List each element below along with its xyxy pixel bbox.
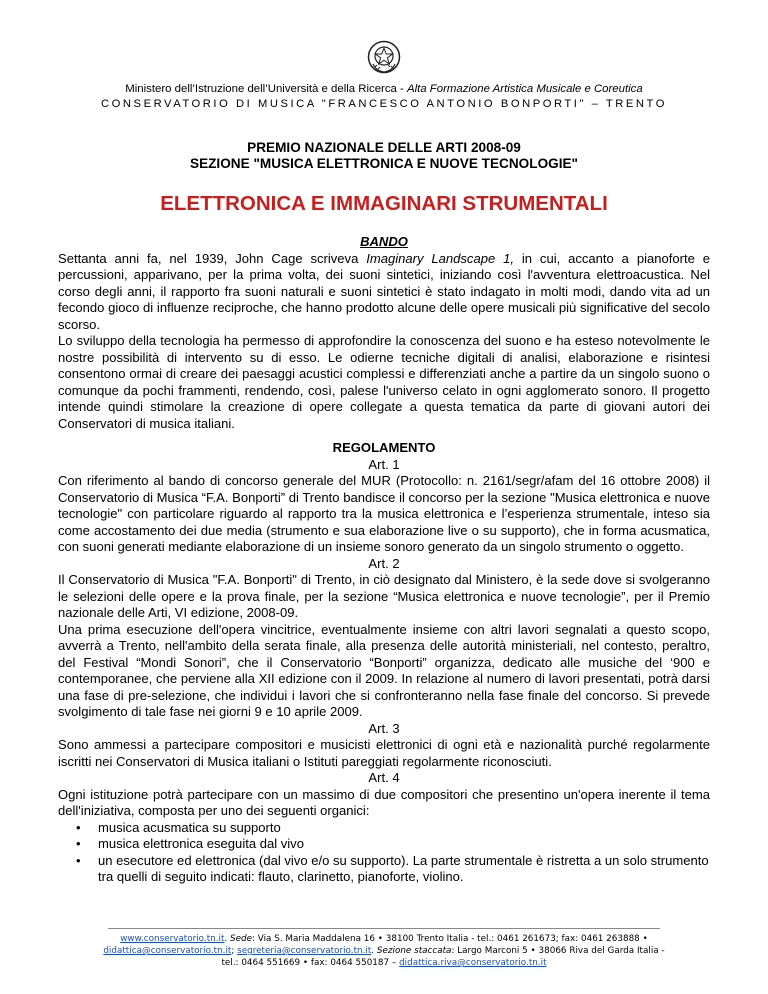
art2-paragraph-2: Una prima esecuzione dell'opera vincitrice, eventualmente insieme con altri lavori segnalati a questo scopo, avverrà a Trento, nell'ambito della serata finale, alla presenza delle autorità ministeriali, nel contesto, peraltro, del Festival “Mondi Sonori”, che il Conservatorio “Bonporti” organizza, dedicato alle musiche del ‘900 e contemporanee, che perviene alla XII edizione con il 2009. In relazione al numero di lavori presentati, potrà darsi una fase di pre-selezione, che individui i lavori che si confronteranno nella fase finale del concorso. Si prevede svolgimento di tale fase nei giorni 9 e 10 aprile 2009.: [58, 621, 710, 719]
footer: www.conservatorio.tn.it. Sede: Via S. Maria Maddalena 16 • 38100 Trento Italia - tel.: 0461 261673; fax: 0461 263888 • didattica@conservatorio.tn.it; segreteria@conservatorio.tn.it. Sezione staccata: Largo Marconi 5 • 38066 Riva del Garda Italia - tel.: 0464 551669 • fax: 0464 550187 – didattica.riva@conservatorio.tn.it: [103, 934, 665, 968]
email-didattica-link[interactable]: didattica@conservatorio.tn.it: [103, 946, 232, 956]
bando-heading: BANDO: [360, 234, 408, 249]
prize-titles: [0, 140, 768, 172]
art3-title: Art. 3: [368, 720, 400, 736]
art2-title: Art. 2: [368, 555, 400, 571]
ministry-text: Ministero dell’Istruzione dell’Università e della Ricerca -: [125, 83, 407, 95]
staccata-address: : Largo Marconi 5 • 38066 Riva del Garda Italia -: [451, 946, 665, 956]
bando-paragraph-1: Settanta anni fa, nel 1939, John Cage scriveva Imaginary Landscape 1, in cui, accanto a pianoforte e percussioni, apparivano, per la prima volta, dei suoni sintetici, iniziando così l'avventura elettroacustica. Nel corso degli anni, il rapporto fra suoni naturali e suoni sintetici è stato indagato in molti modi, dando vita ad un fecondo gioco di influenze reciproche, che hanno prodotto alcune delle opere musicali più significative del secolo scorso.: [58, 250, 710, 332]
website-link[interactable]: www.conservatorio.tn.it: [120, 934, 225, 944]
art3-text: Sono ammessi a partecipare compositori e musicisti elettronici di ogni età e nazionalità purché regolarmente iscritti nei Conservatori di Musica italiani o Istituti pareggiati regolarmente riconosciuti.: [58, 737, 710, 769]
sede-address: : Via S. Maria Maddalena 16 • 38100 Trento Italia - tel.: 0461 261673; fax: 0461 263888 •: [252, 934, 648, 944]
italian-republic-emblem-icon: [367, 40, 401, 74]
footer-divider: [108, 928, 660, 929]
art1-text: Con riferimento al bando di concorso generale del MUR (Protocollo: n. 2161/segr/afam del 16 ottobre 2008) il Conservatorio di Musica “F.A. Bonporti” di Trento bandisce il concorso per la sezione "Musica elettronica e nuove tecnologie" con particolare riguardo al rapporto tra la musica elettronica e l’esperienza strumentale, inteso sia come accostamento dei due media (strumento e sua elaborazione live o su supporto), che in forma acusmatica, con suoni generati mediante elaborazione di un insieme sonoro generato da un singolo strumento o oggetto.: [58, 473, 710, 554]
art4-text: Ogni istituzione potrà partecipare con un massimo di due compositori che presentino un'opera inerente il tema dell'iniziativa, composta per uno dei seguenti organici:: [58, 786, 710, 818]
ministry-line: [0, 83, 768, 95]
email-segreteria-link[interactable]: segreteria@conservatorio.tn.it: [237, 946, 372, 956]
list-item: • musica acusmatica su supporto: [98, 820, 710, 837]
art4-title: Art. 4: [368, 770, 400, 785]
prize-title: PREMIO NAZIONALE DELLE ARTI 2008-09: [247, 140, 521, 155]
ministry-italic-text: Alta Formazione Artistica Musicale e Coreutica: [407, 83, 643, 95]
bando-paragraph-2: Lo sviluppo della tecnologia ha permesso di approfondire la conoscenza del suono e ha esteso notevolmente le nostre possibilità di intervento su di esso. Le odierne tecniche digitali di analisi, elaborazione e risintesi consentono ormai di creare dei paesaggi acustici complessi e differenziati anche a partire da un singolo suono o comunque da pochi frammenti, rendendo, così, palese l'universo celato in ogni agglomerato sonoro. Il progetto intende quindi stimolare la creazione di opere collegate a questa tematica da parte di giovani autori dei Conservatori di musica italiani.: [58, 333, 710, 431]
list-item: • musica elettronica eseguita dal vivo: [98, 836, 710, 853]
art1-title: Art. 1: [368, 456, 400, 472]
conservatory-name: CONSERVATORIO DI MUSICA "FRANCESCO ANTONIO BONPORTI" – TRENTO: [101, 98, 667, 110]
section-title: SEZIONE "MUSICA ELETTRONICA E NUOVE TECNOLOGIE": [190, 156, 578, 171]
document-body: [58, 234, 710, 886]
email-riva-link[interactable]: didattica.riva@conservatorio.tn.it: [399, 958, 547, 968]
list-item: • un esecutore ed elettronica (dal vivo e/o su supporto). La parte strumentale è ristretta a un solo strumento tra quelli di seguito indicati: flauto, clarinetto, pianoforte, violino.: [98, 853, 710, 886]
organici-list: [58, 820, 710, 886]
regolamento-heading: REGOLAMENTO: [332, 440, 436, 455]
riva-phone: tel.: 0464 551669 • fax: 0464 550187 –: [221, 958, 400, 968]
main-title: ELETTRONICA E IMMAGINARI STRUMENTALI: [160, 192, 608, 215]
art2-paragraph-1: Il Conservatorio di Musica "F.A. Bonporti" di Trento, in ciò designato dal Ministero, è la sede dove si svolgeranno le selezioni delle opere e la prova finale, per la sezione “Musica elettronica e nuove tecnologie”, per il Premio nazionale delle Arti, VI edizione, 2008-09.: [58, 572, 710, 620]
